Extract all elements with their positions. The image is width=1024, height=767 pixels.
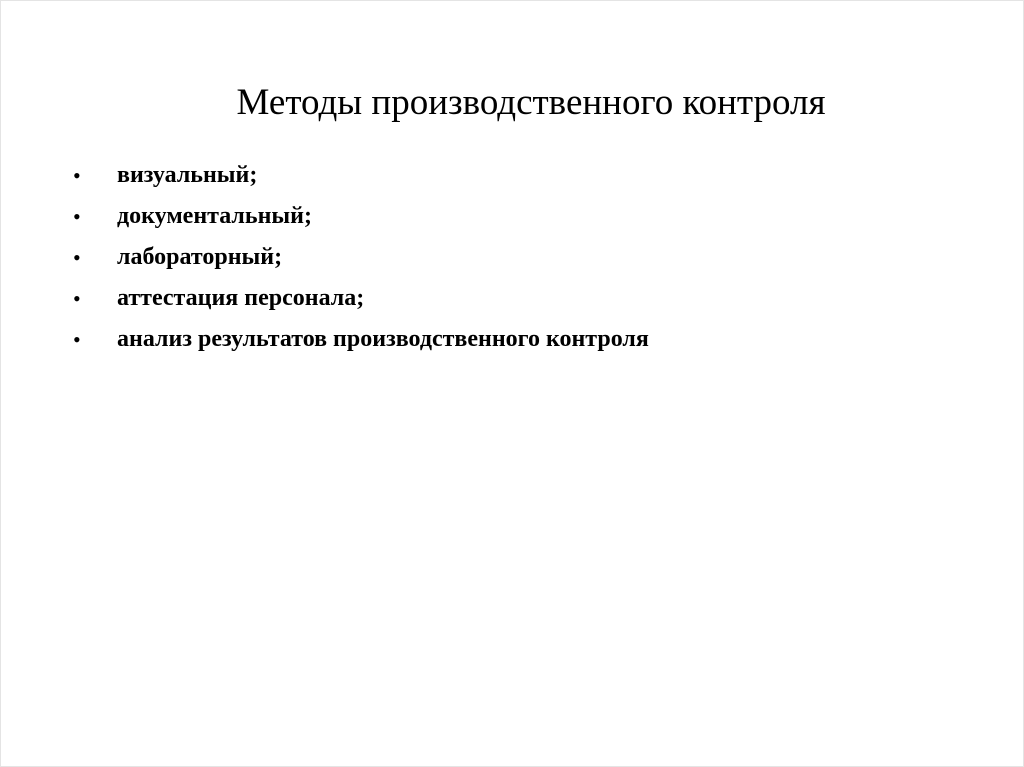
list-item-text: аттестация персонала; — [117, 285, 365, 311]
bullet-icon: • — [73, 204, 81, 229]
slide-title: Методы производственного контроля — [236, 82, 826, 123]
list-item-text: лабораторный; — [117, 244, 283, 270]
bullet-icon: • — [73, 327, 81, 352]
bullet-icon: • — [73, 163, 81, 188]
list-item-text: анализ результатов производственного контроля — [117, 326, 649, 352]
list-item-text: визуальный; — [117, 162, 258, 188]
list-item-text: документальный; — [117, 203, 312, 229]
bullet-icon: • — [73, 245, 81, 270]
bullet-icon: • — [73, 286, 81, 311]
